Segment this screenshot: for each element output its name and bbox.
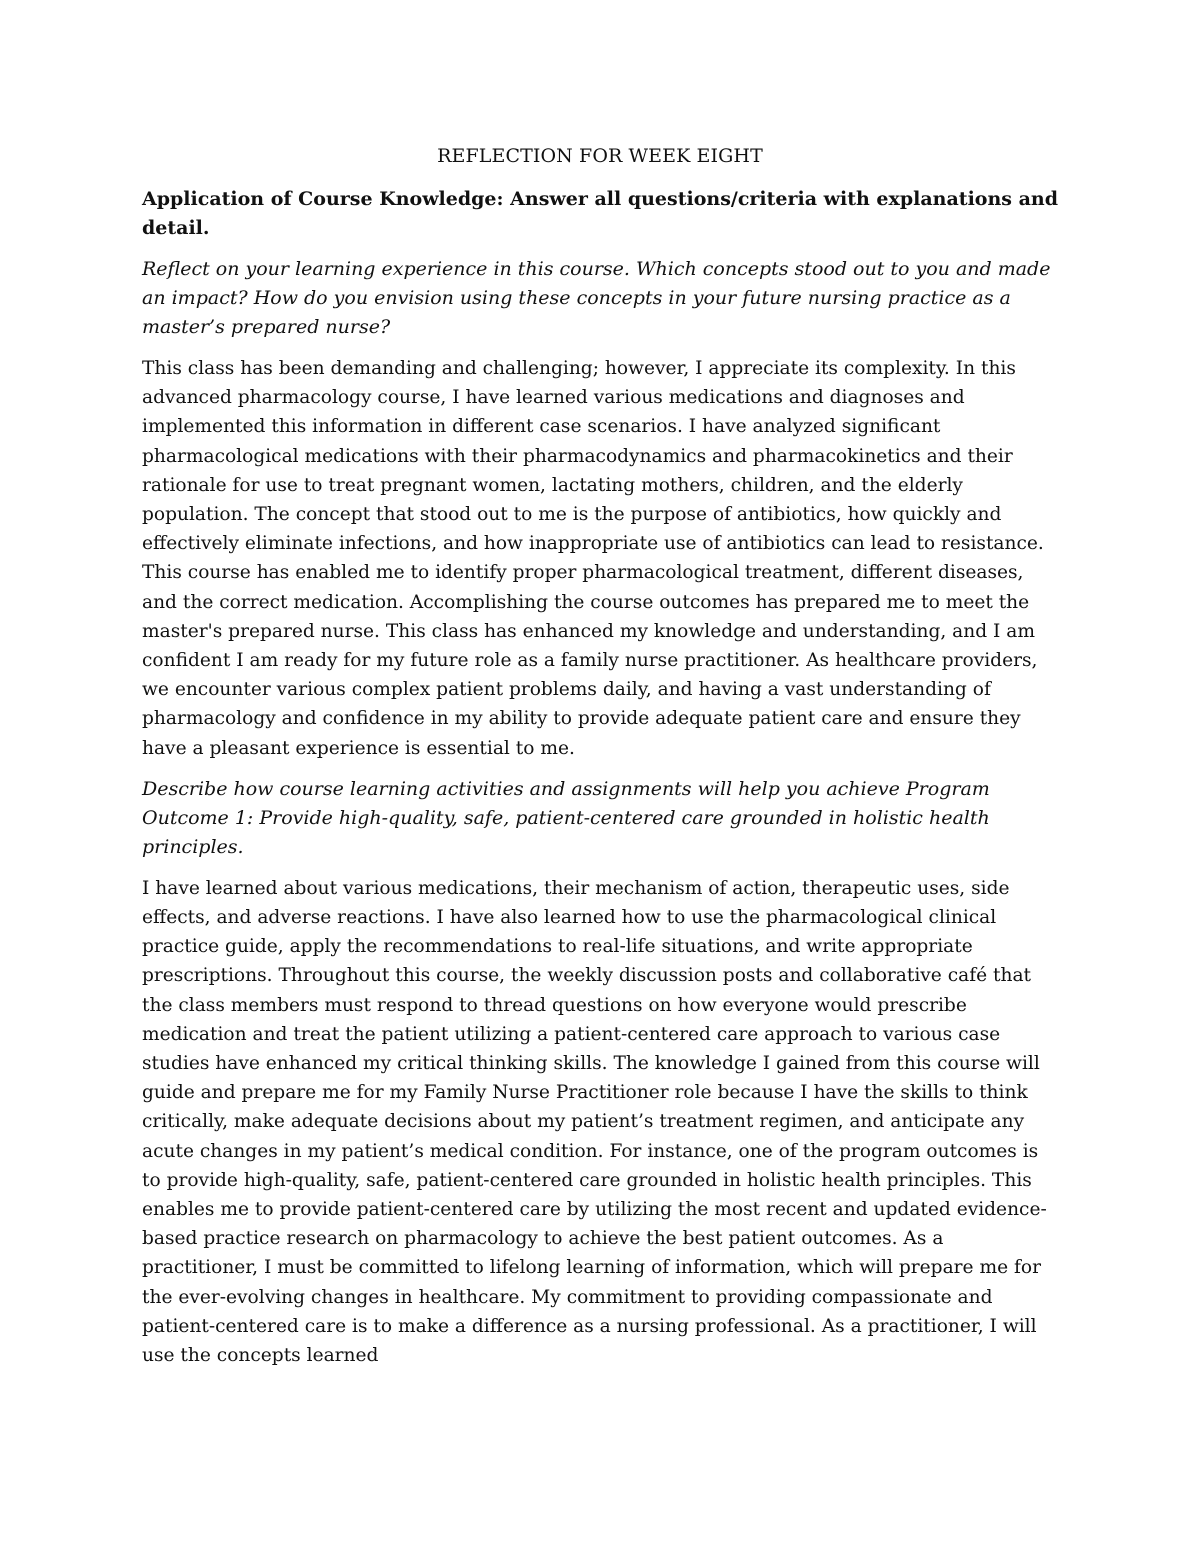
section-heading: Application of Course Knowledge: Answer all questions/criteria with explanations and detail.	[142, 188, 1058, 239]
question-1: Reflect on your learning experience in this course. Which concepts stood out to you and made an impact? How do you envision using these concepts in your future nursing practice as a master’s prepared nurse?	[142, 258, 1051, 338]
document-content	[142, 142, 1058, 1382]
question-2: Describe how course learning activities and assignments will help you achieve Program Outcome 1: Provide high-quality, safe, patient-centered care grounded in holistic health principles.	[142, 777, 990, 858]
answer-1: This class has been demanding and challenging; however, I appreciate its complexity. In this advanced pharmacology course, I have learned various medications and diagnoses and implemented this information in different case scenarios. I have analyzed significant pharmacological medications with their pharmacodynamics and pharmacokinetics and their rationale for use to treat pregnant women, lactating mothers, children, and the elderly population. The concept that stood out to me is the purpose of antibiotics, how quickly and effectively eliminate infections, and how inappropriate use of antibiotics can lead to resistance. This course has enabled me to identify proper pharmacological treatment, different diseases, and the correct medication. Accomplishing the course outcomes has prepared me to meet the master's prepared nurse. This class has enhanced my knowledge and understanding, and I am confident I am ready for my future role as a family nurse practitioner. As healthcare providers, we encounter various complex patient problems daily, and having a vast understanding of pharmacology and confidence in my ability to provide adequate patient care and ensure they have a pleasant experience is essential to me.	[142, 358, 1044, 759]
document-title: REFLECTION FOR WEEK EIGHT	[437, 145, 763, 167]
answer-2: I have learned about various medications, their mechanism of action, therapeutic uses, side effects, and adverse reactions. I have also learned how to use the pharmacological clinical practice guide, apply the recommendations to real-life situations, and write appropriate prescriptions. Throughout this course, the weekly discussion posts and collaborative café that the class members must respond to thread questions on how everyone would prescribe medication and treat the patient utilizing a patient-centered care approach to various case studies have enhanced my critical thinking skills. The knowledge I gained from this course will guide and prepare me for my Family Nurse Practitioner role because I have the skills to think critically, make adequate decisions about my patient’s treatment regimen, and anticipate any acute changes in my patient’s medical condition. For instance, one of the program outcomes is to provide high-quality, safe, patient-centered care grounded in holistic health principles. This enables me to provide patient-centered care by utilizing the most recent and updated evidence-based practice research on pharmacology to achieve the best patient outcomes. As a practitioner, I must be committed to lifelong learning of information, which will prepare me for the ever-evolving changes in healthcare. My commitment to providing compassionate and patient-centered care is to make a difference as a nursing professional. As a practitioner, I will use the concepts learned	[142, 877, 1047, 1367]
